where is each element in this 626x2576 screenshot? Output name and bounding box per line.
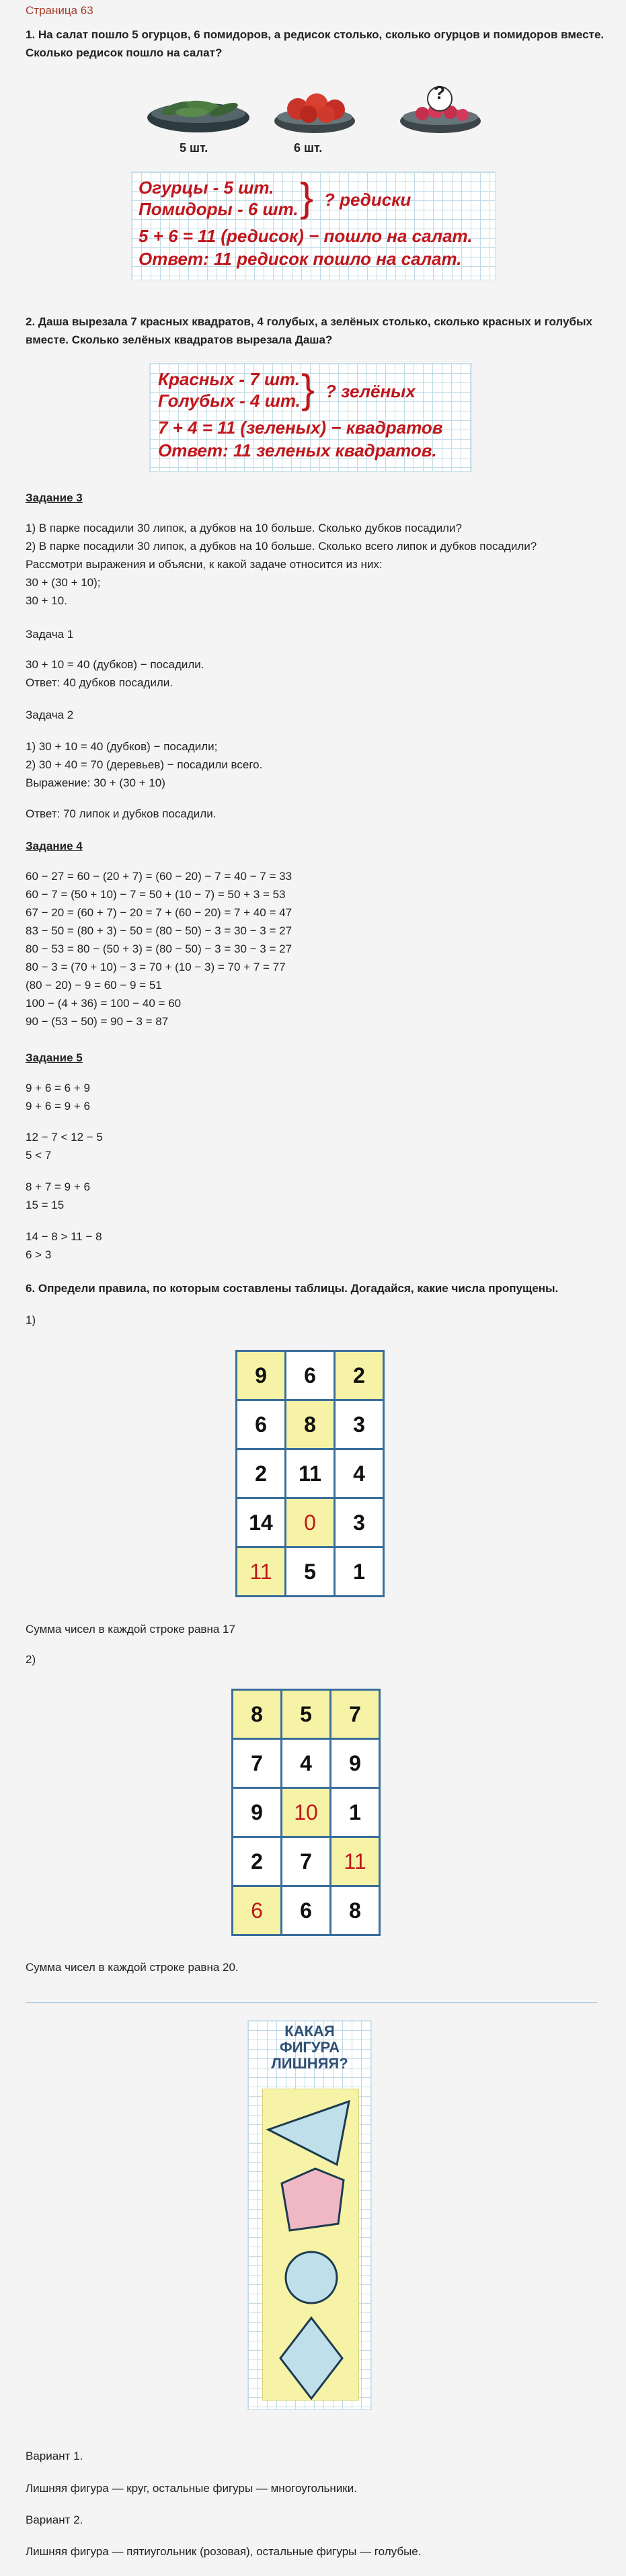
table-cell: 2 [233,1837,282,1886]
task5-heading: Задание 5 [26,1051,83,1064]
task3-sub1-line: Ответ: 40 дубков посадили. [26,676,173,689]
table-cell: 7 [282,1837,331,1886]
table-cell: 6 [282,1886,331,1935]
odd-figure-title-line: ФИГУРА [279,2039,340,2056]
table-cell: 3 [335,1498,384,1547]
task5-line: 5 < 7 [26,1149,52,1162]
number-table-1 [235,1350,385,1597]
table1-label: 1) [26,1314,36,1326]
pentagon-shape [282,2169,344,2230]
cucumbers-count-label: 5 шт. [180,141,208,155]
task2-solution-note [149,363,472,472]
note2-line1: Красных - 7 шт. [158,369,301,389]
table-cell: 1 [335,1547,384,1597]
note1-line2: Помидоры - 6 шт. [139,199,299,219]
odd-figure-panel [262,2089,359,2401]
task4-text [26,867,605,1031]
table-cell: 2 [335,1351,384,1400]
note1-brace: } [300,175,314,220]
rhombus-shape [280,2318,342,2399]
task3-sub2-answer: Ответ: 70 липок и дубков посадили. [26,807,217,820]
task4-heading: Задание 4 [26,840,83,852]
tomato-bowl-image [271,87,358,143]
task4-line: 67 − 20 = (60 + 7) − 20 = 7 + (60 − 20) = 7 + 40 = 47 [26,906,292,919]
table1-rule: Сумма чисел в каждой строке равна 17 [26,1623,235,1636]
radish-question-mark: ? [434,82,446,103]
table-cell-filled: 10 [282,1788,331,1837]
task5-line: 9 + 6 = 6 + 9 [26,1082,90,1094]
table-cell: 2 [237,1449,286,1498]
task5-line: 14 − 8 > 11 − 8 [26,1230,102,1243]
table-cell: 8 [331,1886,380,1935]
task5-group [26,1079,605,1115]
variant1-text: Лишняя фигура — круг, остальные фигуры — многоугольники. [26,2482,357,2495]
table-cell: 8 [233,1690,282,1739]
table-cell: 5 [286,1547,335,1597]
note1-line1: Огурцы - 5 шт. [139,177,274,198]
task3-sub2-line: 1) 30 + 10 = 40 (дубков) − посадили; [26,740,218,753]
number-table-2 [231,1689,381,1936]
task5-line: 12 − 7 < 12 − 5 [26,1131,103,1143]
circle-shape [286,2252,337,2303]
task3-line: 2) В парке посадили 30 липок, а дубков на 10 больше. Сколько всего липок и дубков посадили? [26,540,537,553]
table-cell: 1 [331,1788,380,1837]
table-cell: 14 [237,1498,286,1547]
task2-question: 2. Даша вырезала 7 красных квадратов, 4 голубых, а зелёных столько, сколько красных и голубых вместе. Сколько зелёных квадратов вырезала Даша? [26,315,592,346]
task3-sub2-title: Задача 2 [26,709,74,721]
table-cell-filled: 0 [286,1498,335,1547]
task5-group [26,1128,605,1164]
task3-sub2 [26,737,605,792]
table-cell: 3 [335,1400,384,1449]
note1-brace-label: ? редиски [324,190,412,210]
note1-line4: Ответ: 11 редисок пошло на салат. [139,249,462,269]
table-cell: 6 [286,1351,335,1400]
task4-line: 80 − 3 = (70 + 10) − 3 = 70 + (10 − 3) = 70 + 7 = 77 [26,961,286,973]
triangle-shape [268,2101,349,2165]
note1-line3: 5 + 6 = 11 (редисок) − пошло на салат. [139,226,473,246]
table-cell: 4 [282,1739,331,1788]
task5-line: 8 + 7 = 9 + 6 [26,1180,90,1193]
task3-line: 30 + 10. [26,594,67,607]
variant2-title: Вариант 2. [26,2513,83,2526]
table2-rule: Сумма чисел в каждой строке равна 20. [26,1961,239,1974]
table-cell-filled: 11 [237,1547,286,1597]
task4-line: 100 − (4 + 36) = 100 − 40 = 60 [26,997,182,1010]
task4-line: 90 − (53 − 50) = 90 − 3 = 87 [26,1015,169,1028]
table-cell: 9 [331,1739,380,1788]
task5-line: 6 > 3 [26,1248,52,1261]
table-cell: 6 [237,1400,286,1449]
note2-line2: Голубых - 4 шт. [158,391,301,411]
task3-sub2-line: 2) 30 + 40 = 70 (деревьев) − посадили всего. [26,758,263,771]
note2-brace: } [301,366,315,411]
tomatoes-count-label: 6 шт. [294,141,323,155]
note2-line4: Ответ: 11 зеленых квадратов. [158,440,437,460]
task3-sub1-title: Задача 1 [26,628,74,641]
variant1-title: Вариант 1. [26,2450,83,2462]
table-cell: 5 [282,1690,331,1739]
variant2-text: Лишняя фигура — пятиугольник (розовая), остальные фигуры — голубые. [26,2545,422,2558]
table-cell: 7 [233,1739,282,1788]
note2-line3: 7 + 4 = 11 (зеленых) − квадратов [158,417,443,438]
task4-line: 80 − 53 = 80 − (50 + 3) = (80 − 50) − 3 = 30 − 3 = 27 [26,942,292,955]
table2-label: 2) [26,1653,36,1666]
task3-text [26,519,605,610]
odd-figure-title-line: КАКАЯ [284,2023,335,2040]
task5-line: 15 = 15 [26,1199,65,1211]
table-cell-filled: 11 [331,1837,380,1886]
task3-heading: Задание 3 [26,491,83,504]
task6-question: 6. Определи правила, по которым составлены таблицы. Догадайся, какие числа пропущены. [26,1282,559,1295]
task5-group [26,1227,605,1264]
table-cell: 7 [331,1690,380,1739]
task1-question: 1. На салат пошло 5 огурцов, 6 помидоров, а редисок столько, сколько огурцов и помидоров вместе. Сколько редисок пошло на салат? [26,28,604,59]
table-cell: 8 [286,1400,335,1449]
task3-line: Рассмотри выражения и объясни, к какой задаче относится из них: [26,558,383,571]
task3-sub1 [26,655,605,692]
section-divider [26,2002,597,2003]
task3-sub2-line: Выражение: 30 + (30 + 10) [26,776,165,789]
table-cell: 9 [233,1788,282,1837]
table-cell-filled: 6 [233,1886,282,1935]
table-cell: 4 [335,1449,384,1498]
radish-bowl-image [397,84,484,143]
task5-line: 9 + 6 = 9 + 6 [26,1100,90,1113]
odd-figure-title-line: ЛИШНЯЯ? [271,2055,348,2072]
task4-line: 60 − 27 = 60 − (20 + 7) = (60 − 20) − 7 = 40 − 7 = 33 [26,870,292,883]
odd-figure-card [247,2020,372,2410]
task3-line: 30 + (30 + 10); [26,576,101,589]
task4-line: 83 − 50 = (80 + 3) − 50 = (80 − 50) − 3 = 30 − 3 = 27 [26,924,292,937]
page-title: Страница 63 [26,4,93,17]
task5-group [26,1178,605,1214]
odd-figure-title [247,2023,372,2072]
cucumber-bowl-image [145,91,252,143]
table-cell: 9 [237,1351,286,1400]
task4-line: (80 − 20) − 9 = 60 − 9 = 51 [26,979,162,992]
task3-sub1-line: 30 + 10 = 40 (дубков) − посадили. [26,658,204,671]
task1-solution-note [131,171,496,280]
task4-line: 60 − 7 = (50 + 10) − 7 = 50 + (10 − 7) = 50 + 3 = 53 [26,888,286,901]
task3-line: 1) В парке посадили 30 липок, а дубков на 10 больше. Сколько дубков посадили? [26,522,462,534]
note2-brace-label: ? зелёных [325,381,416,401]
table-cell: 11 [286,1449,335,1498]
